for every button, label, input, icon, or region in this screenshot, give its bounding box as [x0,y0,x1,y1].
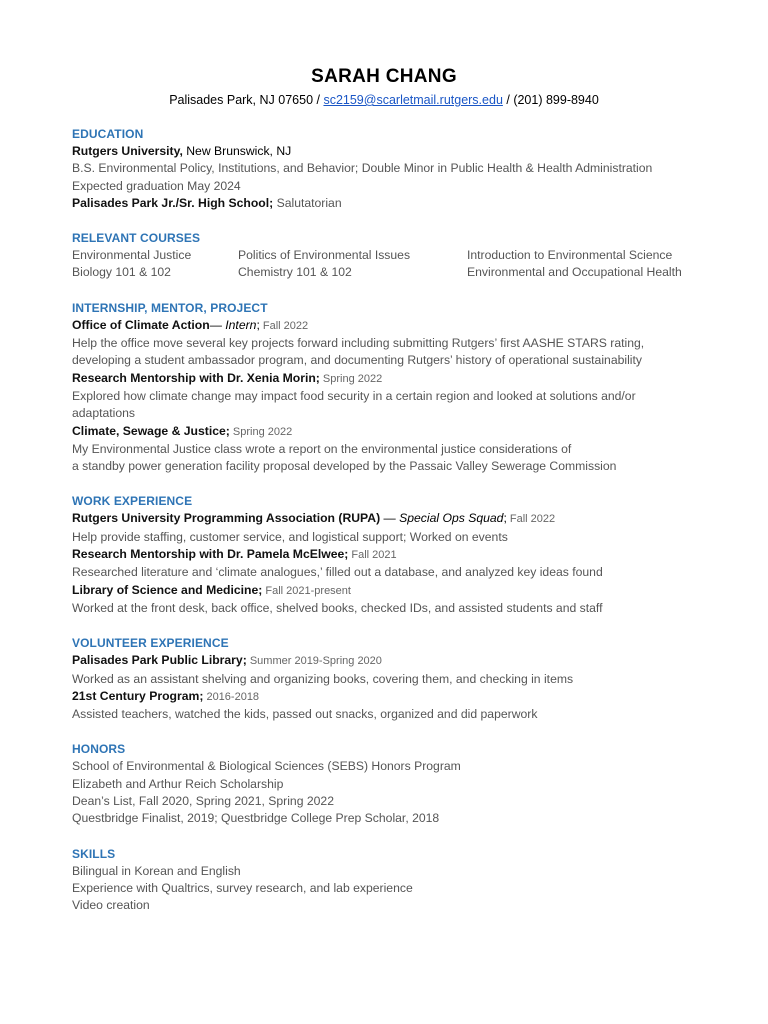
course-item: Biology 101 & 102 [72,265,171,280]
high-school-name: Palisades Park Jr./Sr. High School; [72,195,274,210]
entry-role: Intern [225,317,257,332]
entry-heading [72,317,712,335]
entry-role: Special Ops Squad [399,511,504,526]
entry-org: Research Mentorship with Dr. Pamela McElwee; [72,547,349,562]
section-title: INTERNSHIP, MENTOR, PROJECT [72,300,268,315]
entry-description: adaptations [72,406,136,421]
skills-section [72,846,712,915]
entry-heading [72,423,712,441]
entry-description: Researched literature and ‘climate analogues,’ filled out a database, and analyzed key ideas found [72,565,603,580]
entry-date: Fall 2022 [259,319,309,332]
education-section [72,126,712,212]
entry-sep: — [380,511,400,526]
entry-org: Research Mentorship with Dr. Xenia Morin; [72,370,320,385]
entry-date: Summer 2019-Spring 2020 [246,655,382,668]
entry-heading [72,688,712,706]
entry-description: My Environmental Justice class wrote a report on the environmental justice considerations of [72,441,572,456]
section-title: WORK EXPERIENCE [72,494,193,509]
entry-heading [72,652,712,670]
resume-content [72,126,712,933]
entry-description: Worked as an assistant shelving and organizing books, covering them, and checking in items [72,671,574,686]
courses-section [72,230,712,282]
entry-org: Climate, Sewage & Justice; [72,423,230,438]
course-item: Environmental Justice [72,248,192,263]
contact-separator: / [313,93,324,107]
section-title: RELEVANT COURSES [72,231,201,246]
honor-item: Elizabeth and Arthur Reich Scholarship [72,776,284,791]
honor-item: Dean’s List, Fall 2020, Spring 2021, Spring 2022 [72,794,334,809]
entry-date: Fall 2021-present [262,584,351,597]
honor-item: Questbridge Finalist, 2019; Questbridge College Prep Scholar, 2018 [72,811,440,826]
entry-description: developing a student ambassador program, and documenting Rutgers’ history of operational sustainability [72,353,642,368]
entry-heading [72,510,712,528]
entry-heading [72,370,712,388]
course-item: Politics of Environmental Issues [238,248,411,263]
section-title: VOLUNTEER EXPERIENCE [72,636,229,651]
degree-line: B.S. Environmental Policy, Institutions, and Behavior; Double Minor in Public Health & Health Administration [72,161,653,176]
work-section [72,493,712,617]
entry-org: Library of Science and Medicine; [72,582,263,597]
entry-heading [72,546,712,564]
entry-date: Fall 2022 [506,513,556,526]
university-line [72,143,712,160]
entry-date: Fall 2021 [348,549,397,562]
course-item: Chemistry 101 & 102 [238,265,352,280]
courses-grid [72,247,712,282]
entry-org: Office of Climate Action [72,317,210,332]
volunteer-section [72,635,712,723]
entry-date: Spring 2022 [319,372,383,385]
entry-date: Spring 2022 [229,425,293,438]
high-school-note: Salutatorian [273,195,342,210]
entry-semi: ; [503,511,507,526]
course-item: Introduction to Environmental Science [467,248,673,263]
section-title: EDUCATION [72,127,144,141]
graduation-line: Expected graduation May 2024 [72,178,241,193]
resume-name: SARAH CHANG [311,66,457,87]
section-title: SKILLS [72,846,116,861]
email-link[interactable]: sc2159@scarletmail.rutgers.edu [323,93,503,107]
entry-org: Palisades Park Public Library; [72,653,247,668]
entry-description: a standby power generation facility proposal developed by the Passaic Valley Sewerage Commission [72,459,617,474]
course-item: Environmental and Occupational Health [467,265,682,280]
university-name: Rutgers University, [72,144,183,158]
entry-heading [72,582,712,600]
contact-line [0,93,768,107]
contact-separator: / [502,93,514,107]
entry-description: Assisted teachers, watched the kids, passed out snacks, organized and did paperwork [72,707,538,722]
section-title: HONORS [72,742,126,757]
contact-phone: (201) 899-8940 [513,93,599,107]
entry-description: Help the office move several key projects forward including submitting Rutgers’ first AASHE STARS rating, [72,336,645,351]
honor-item: School of Environmental & Biological Sciences (SEBS) Honors Program [72,759,461,774]
high-school-line [72,195,712,212]
entry-description: Explored how climate change may impact food security in a certain region and looked at solutions and/or [72,388,636,403]
internship-section [72,300,712,476]
contact-location: Palisades Park, NJ 07650 [169,93,314,107]
entry-org: Rutgers University Programming Association (RUPA) [72,511,381,526]
university-location: New Brunswick, NJ [182,144,292,158]
honors-section [72,741,712,827]
entry-date: 2016-2018 [203,690,260,703]
skill-item: Bilingual in Korean and English [72,863,241,878]
entry-sep: — [209,317,226,332]
entry-description: Worked at the front desk, back office, shelved books, checked IDs, and assisted students and staff [72,600,603,615]
entry-semi: ; [256,317,260,332]
entry-org: 21st Century Program; [72,688,204,703]
skill-item: Video creation [72,898,150,913]
entry-description: Help provide staffing, customer service, and logistical support; Worked on events [72,529,508,544]
skill-item: Experience with Qualtrics, survey research, and lab experience [72,880,413,895]
